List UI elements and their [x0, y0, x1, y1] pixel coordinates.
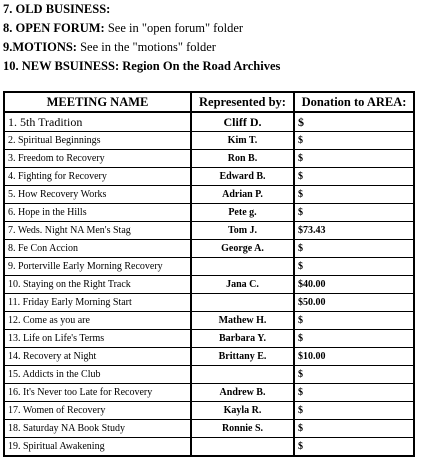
donation-cell: $10.00: [294, 348, 414, 366]
meeting-name-cell: 8. Fe Con Accion: [4, 240, 191, 258]
represented-by-cell: [191, 366, 294, 384]
donation-cell: $50.00: [294, 294, 414, 312]
represented-by-cell: Tom J.: [191, 222, 294, 240]
meeting-name-cell: 9. Porterville Early Morning Recovery: [4, 258, 191, 276]
donation-cell: $: [294, 330, 414, 348]
agenda-open-forum: [3, 19, 421, 38]
donation-cell: $: [294, 112, 414, 132]
table-row: [4, 294, 414, 312]
represented-by-cell: Brittany E.: [191, 348, 294, 366]
table-row: [4, 222, 414, 240]
represented-by-cell: [191, 438, 294, 457]
represented-by-cell: Ron B.: [191, 150, 294, 168]
table-row: [4, 168, 414, 186]
represented-by-cell: Ronnie S.: [191, 420, 294, 438]
donation-cell: $: [294, 258, 414, 276]
meeting-name-cell: 11. Friday Early Morning Start: [4, 294, 191, 312]
agenda-new-business: [3, 57, 421, 76]
meetings-header-row: [4, 92, 414, 112]
donation-cell: $73.43: [294, 222, 414, 240]
represented-by-cell: [191, 294, 294, 312]
meeting-name-cell: 17. Women of Recovery: [4, 402, 191, 420]
donation-cell: $: [294, 438, 414, 457]
represented-by-cell: George A.: [191, 240, 294, 258]
represented-by-cell: Edward B.: [191, 168, 294, 186]
represented-by-cell: Barbara Y.: [191, 330, 294, 348]
meeting-name-cell: 15. Addicts in the Club: [4, 366, 191, 384]
represented-by-cell: Mathew H.: [191, 312, 294, 330]
agenda-new-business-label: 10. NEW BSUINESS: Region On the Road Archives: [3, 59, 281, 73]
donation-cell: $: [294, 384, 414, 402]
represented-by-cell: [191, 258, 294, 276]
meetings-body: [4, 112, 414, 456]
header-represented-by: Represented by:: [191, 92, 294, 112]
table-row: [4, 366, 414, 384]
represented-by-cell: Kim T.: [191, 132, 294, 150]
agenda-motions-label: 9.MOTIONS:: [3, 40, 77, 54]
table-row: [4, 348, 414, 366]
donation-cell: $: [294, 186, 414, 204]
table-row: [4, 132, 414, 150]
table-row: [4, 276, 414, 294]
table-row: [4, 402, 414, 420]
agenda-open-forum-label: 8. OPEN FORUM:: [3, 21, 105, 35]
meeting-name-cell: 7. Weds. Night NA Men's Stag: [4, 222, 191, 240]
meeting-name-cell: 16. It's Never too Late for Recovery: [4, 384, 191, 402]
meeting-name-cell: 18. Saturday NA Book Study: [4, 420, 191, 438]
header-meeting-name: MEETING NAME: [4, 92, 191, 112]
donation-cell: $: [294, 366, 414, 384]
represented-by-cell: Cliff D.: [191, 112, 294, 132]
table-row: [4, 150, 414, 168]
donation-cell: $: [294, 204, 414, 222]
represented-by-cell: Jana C.: [191, 276, 294, 294]
donation-cell: $: [294, 420, 414, 438]
table-row: [4, 420, 414, 438]
meeting-name-cell: 5. How Recovery Works: [4, 186, 191, 204]
table-row: [4, 438, 414, 457]
agenda-motions-text: See in the "motions" folder: [76, 40, 216, 54]
meeting-name-cell: 12. Come as you are: [4, 312, 191, 330]
table-row: [4, 330, 414, 348]
represented-by-cell: Adrian P.: [191, 186, 294, 204]
donation-cell: $: [294, 168, 414, 186]
agenda-motions: [3, 38, 421, 57]
table-row: [4, 112, 414, 132]
represented-by-cell: Andrew B.: [191, 384, 294, 402]
meetings-table: [3, 91, 415, 457]
donation-cell: $: [294, 402, 414, 420]
donation-cell: $: [294, 132, 414, 150]
meeting-name-cell: 14. Recovery at Night: [4, 348, 191, 366]
donation-cell: $40.00: [294, 276, 414, 294]
meeting-name-cell: 4. Fighting for Recovery: [4, 168, 191, 186]
meeting-name-cell: 1. 5th Tradition: [4, 112, 191, 132]
meeting-name-cell: 3. Freedom to Recovery: [4, 150, 191, 168]
agenda-open-forum-text: See in "open forum" folder: [104, 21, 244, 35]
agenda-list: [3, 0, 421, 76]
meeting-name-cell: 10. Staying on the Right Track: [4, 276, 191, 294]
represented-by-cell: Kayla R.: [191, 402, 294, 420]
table-row: [4, 204, 414, 222]
header-donation: Donation to AREA:: [294, 92, 414, 112]
donation-cell: $: [294, 150, 414, 168]
table-row: [4, 186, 414, 204]
agenda-old-business-label: 7. OLD BUSINESS:: [3, 2, 111, 16]
donation-cell: $: [294, 240, 414, 258]
meeting-name-cell: 13. Life on Life's Terms: [4, 330, 191, 348]
donation-cell: $: [294, 312, 414, 330]
table-row: [4, 312, 414, 330]
table-row: [4, 258, 414, 276]
meeting-name-cell: 2. Spiritual Beginnings: [4, 132, 191, 150]
table-row: [4, 240, 414, 258]
agenda-old-business: [3, 0, 421, 19]
meeting-name-cell: 19. Spiritual Awakening: [4, 438, 191, 457]
meeting-name-cell: 6. Hope in the Hills: [4, 204, 191, 222]
represented-by-cell: Pete g.: [191, 204, 294, 222]
table-row: [4, 384, 414, 402]
